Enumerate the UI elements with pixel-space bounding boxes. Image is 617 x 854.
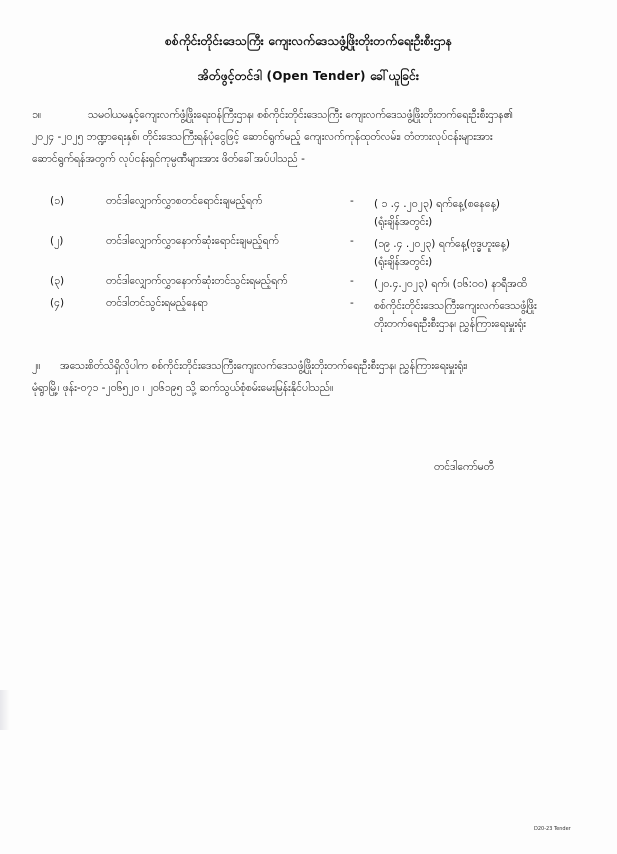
schedule-item-4 — [20, 297, 600, 337]
schedule-item-label: တင်ဒါလျှောက်လွှာနောက်ဆုံးရောင်းချမည့်ရက် — [106, 235, 279, 247]
schedule-item-value — [374, 275, 604, 293]
schedule-item-number: (၁) — [50, 195, 65, 207]
schedule-item-value-line: ( ၁ .၄ .၂၀၂၃) ရက်နေ့(စနေနေ့) — [374, 198, 500, 210]
schedule-item-number: (၂) — [50, 235, 64, 247]
schedule-item-dash: - — [350, 235, 354, 247]
schedule-item-value — [374, 195, 604, 231]
schedule-item-label: တင်ဒါတင်သွင်းရမည့်နေရာ — [106, 297, 208, 309]
schedule-item-value-line: (၁၉ .၄ .၂၀၂၃) ရက်နေ့(ဗုဒ္ဓဟူးနေ့) — [374, 238, 510, 250]
paragraph-1-number: ၁။ — [32, 109, 42, 121]
signoff-committee: တင်ဒါကော်မတီ — [434, 461, 494, 473]
schedule-item-value-line: စစ်ကိုင်းတိုင်းဒေသကြီးကျေးလက်ဒေသဖွံ့ဖြိုး — [374, 300, 537, 312]
footer-reference-code: D20-23 Tender — [534, 826, 571, 832]
scan-smudge — [0, 690, 10, 730]
paragraph-1-line-3: ဆောင်ရွက်ရန်အတွက် လုပ်ငန်းရှင်ကုမ္ပဏီများအား ဖိတ်ခေါ်အပ်ပါသည် - — [32, 153, 305, 165]
schedule-item-dash: - — [350, 195, 354, 207]
schedule-item-number: (၃) — [50, 275, 65, 287]
paragraph-2-line-1: အသေးစိတ်သိရှိလိုပါက စစ်ကိုင်းတိုင်းဒေသကြီးကျေးလက်ဒေသဖွံ့ဖြိုးတိုးတက်ရေးဦးစီးဌာန၊ ညွှန်ကြားရေးမှူးရုံး၊ — [60, 360, 468, 372]
schedule-item-dash: - — [350, 275, 354, 287]
schedule-item-1 — [20, 195, 600, 235]
document-subtitle: အိတ်ဖွင့်တင်ဒါ (Open Tender) ခေါ်ယူခြင်း — [197, 69, 420, 83]
schedule-item-value-line: (ရုံးချိန်အတွင်း) — [374, 256, 433, 268]
schedule-item-label: တင်ဒါလျှောက်လွှာစတင်ရောင်းချမည့်ရက် — [106, 195, 263, 207]
document-title: စစ်ကိုင်းတိုင်းဒေသကြီး ကျေးလက်ဒေသဖွံ့ဖြိုးတိုးတက်ရေးဦးစီးဌာန — [164, 34, 452, 48]
schedule-item-value-line: (ရုံးချိန်အတွင်း) — [374, 216, 433, 228]
paragraph-2-line-2: မုံရွာမြို့၊ ဖုန်း-၀၇၁ -၂၀၆၅၂၀ ၊ ၂၀၆၁၉၅ သို့ ဆက်သွယ်စုံစမ်းမေးမြန်းနိုင်ပါသည်။ — [32, 382, 334, 394]
schedule-item-label: တင်ဒါလျှောက်လွှာနောက်ဆုံးတင်သွင်းရမည့်ရက် — [106, 275, 288, 287]
schedule-item-number: (၄) — [50, 297, 65, 309]
schedule-item-value — [374, 235, 604, 271]
paragraph-1-line-2: ၂၀၂၄ -၂၀၂၅ ဘဏ္ဍာရေးနှစ်၊ တိုင်းဒေသကြီးရန်ပုံငွေဖြင့် ဆောင်ရွက်မည့် ကျေးလက်ကုန်ထုတ်လမ်း၊ တံတားလုပ်ငန်းများအား — [32, 131, 493, 143]
paragraph-1 — [20, 104, 600, 170]
schedule-item-value-line: တိုးတက်ရေးဦးစီးဌာန၊ ညွှန်ကြားရေးမှူးရုံး — [374, 318, 526, 330]
schedule-item-value — [374, 297, 604, 333]
schedule-item-3 — [20, 275, 600, 297]
paragraph-2-number: ၂။ — [32, 360, 41, 372]
paragraph-2 — [20, 355, 600, 399]
schedule-item-2 — [20, 235, 600, 275]
paragraph-1-line-1: သမဝါယမနှင့်ကျေးလက်ဖွံ့ဖြိုးရေးဝန်ကြီးဌာန၊ စစ်ကိုင်းတိုင်းဒေသကြီး ကျေးလက်ဒေသဖွံ့ဖြိုးတိုးတက်ရေးဦးစီးဌာန၏ — [88, 109, 513, 121]
schedule-item-dash: - — [350, 297, 354, 309]
schedule-item-value-line: (၂၀.၄.၂၀၂၃) ရက်၊ (၁၆:၀၀) နာရီအထိ — [374, 278, 527, 290]
tender-schedule-list — [20, 195, 600, 337]
